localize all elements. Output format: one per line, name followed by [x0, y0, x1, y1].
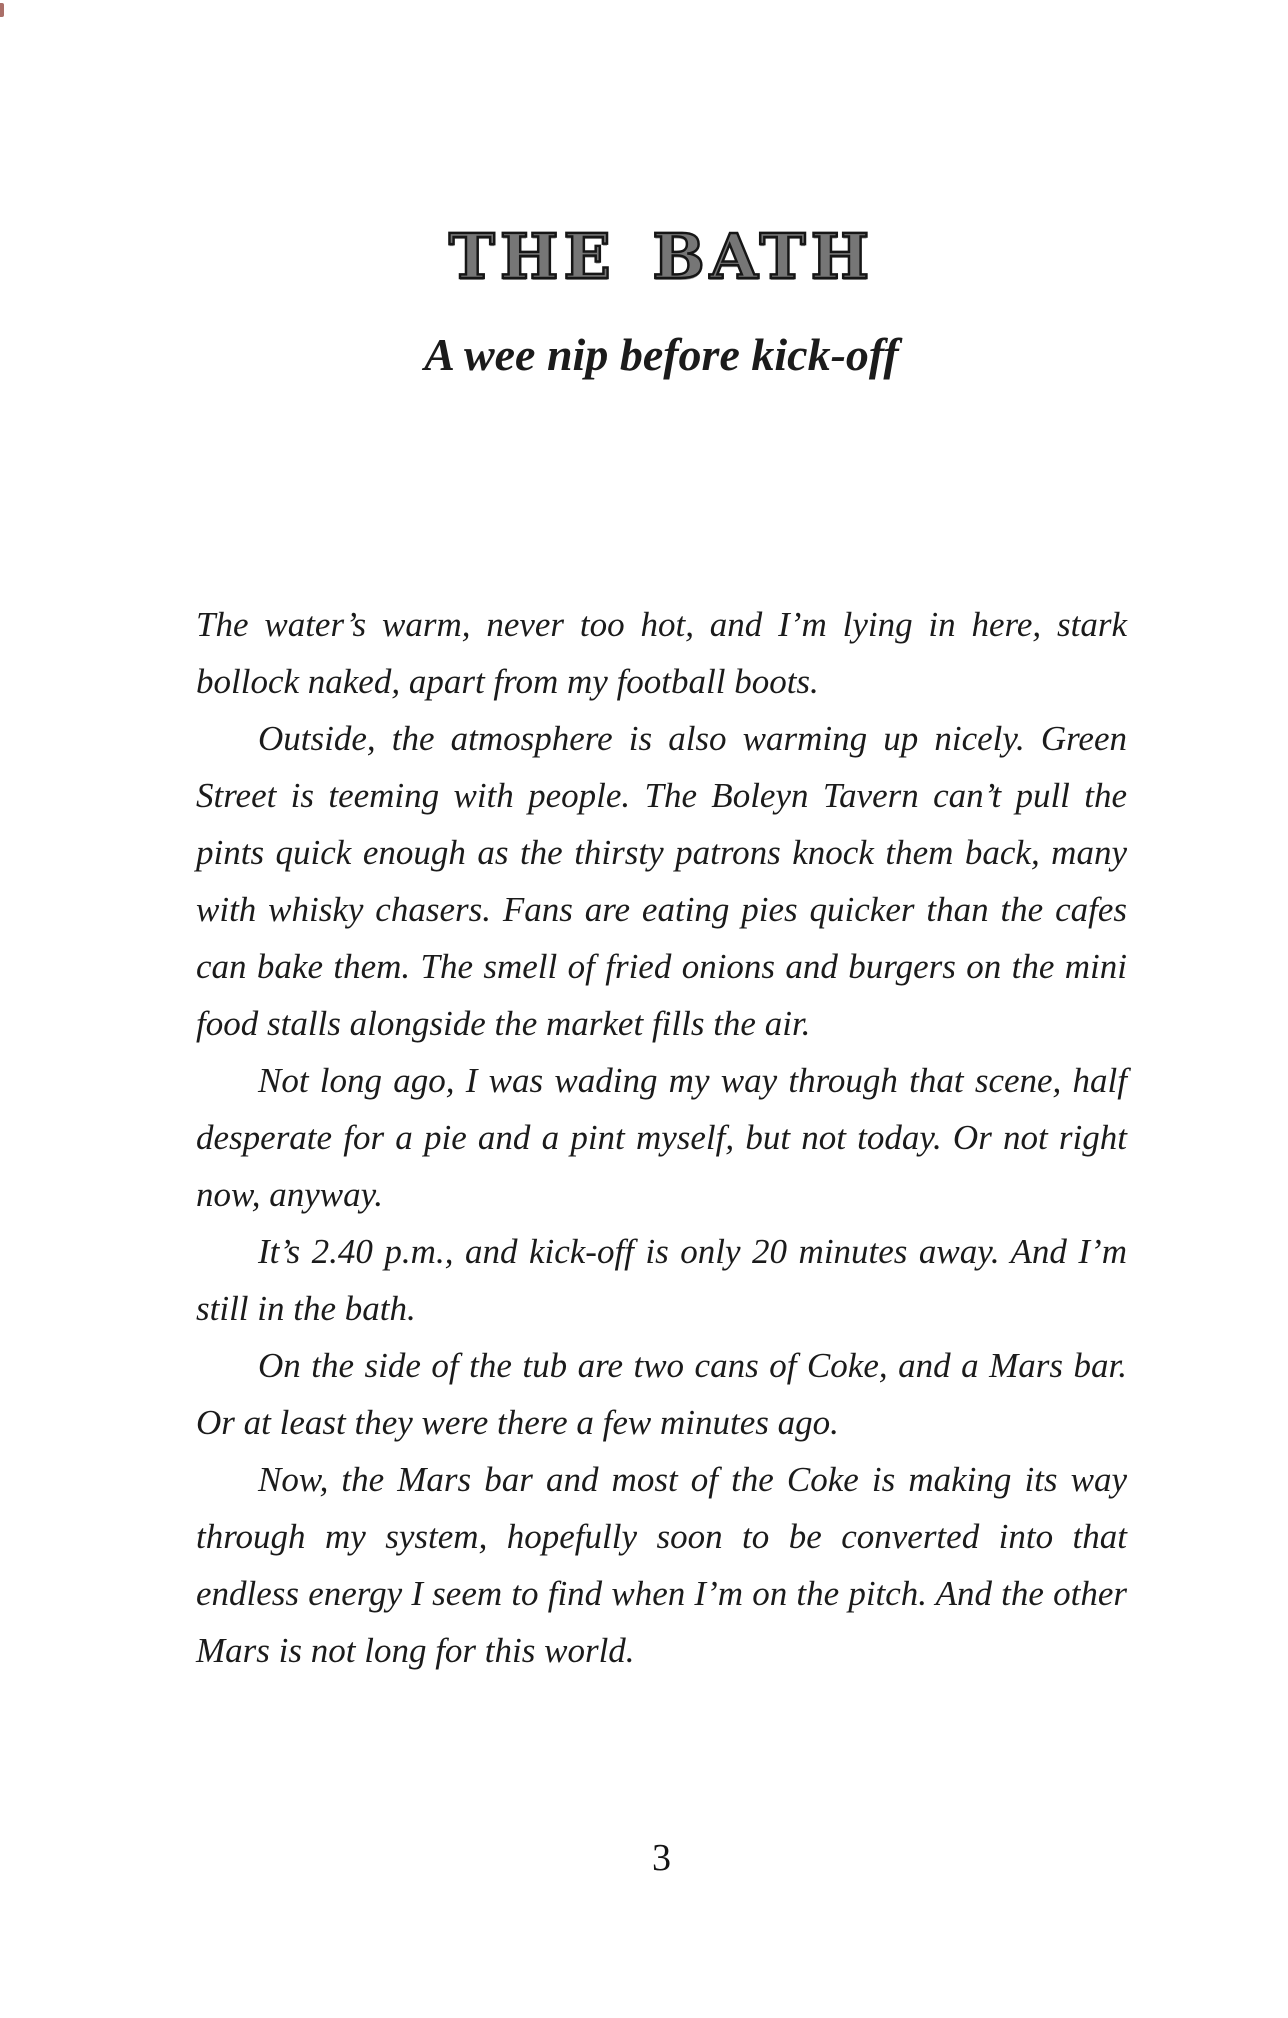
chapter-title: THE BATH	[448, 220, 875, 293]
page-number: 3	[652, 1837, 671, 1879]
paragraph: Not long ago, I was wading my way through that scene, half desperate for a pie and a pint myself, but not today. Or not right now, anyway.	[196, 1061, 1127, 1214]
paragraph: Now, the Mars bar and most of the Coke is making its way through my system, hopefully soon to be converted into that endless energy I seem to find when I’m on the pitch. And the other Mars is not long for this world.	[196, 1460, 1127, 1670]
body-text	[196, 596, 1127, 1679]
paragraph: Outside, the atmosphere is also warming up nicely. Green Street is teeming with people. The Boleyn Tavern can’t pull the pints quick enough as the thirsty patrons knock them back, many with whisky chasers. Fans are eating pies quicker than the cafes can bake them. The smell of fried onions and burgers on the mini food stalls alongside the market fills the air.	[196, 719, 1127, 1043]
paragraph: On the side of the tub are two cans of Coke, and a Mars bar. Or at least they were there a few minutes ago.	[196, 1346, 1127, 1442]
paragraph: It’s 2.40 p.m., and kick-off is only 20 minutes away. And I’m still in the bath.	[196, 1232, 1127, 1328]
chapter-subtitle: A wee nip before kick-off	[424, 329, 899, 380]
paragraph: The water’s warm, never too hot, and I’m lying in here, stark bollock naked, apart from my football boots.	[196, 605, 1127, 701]
spine-speck	[0, 3, 4, 17]
